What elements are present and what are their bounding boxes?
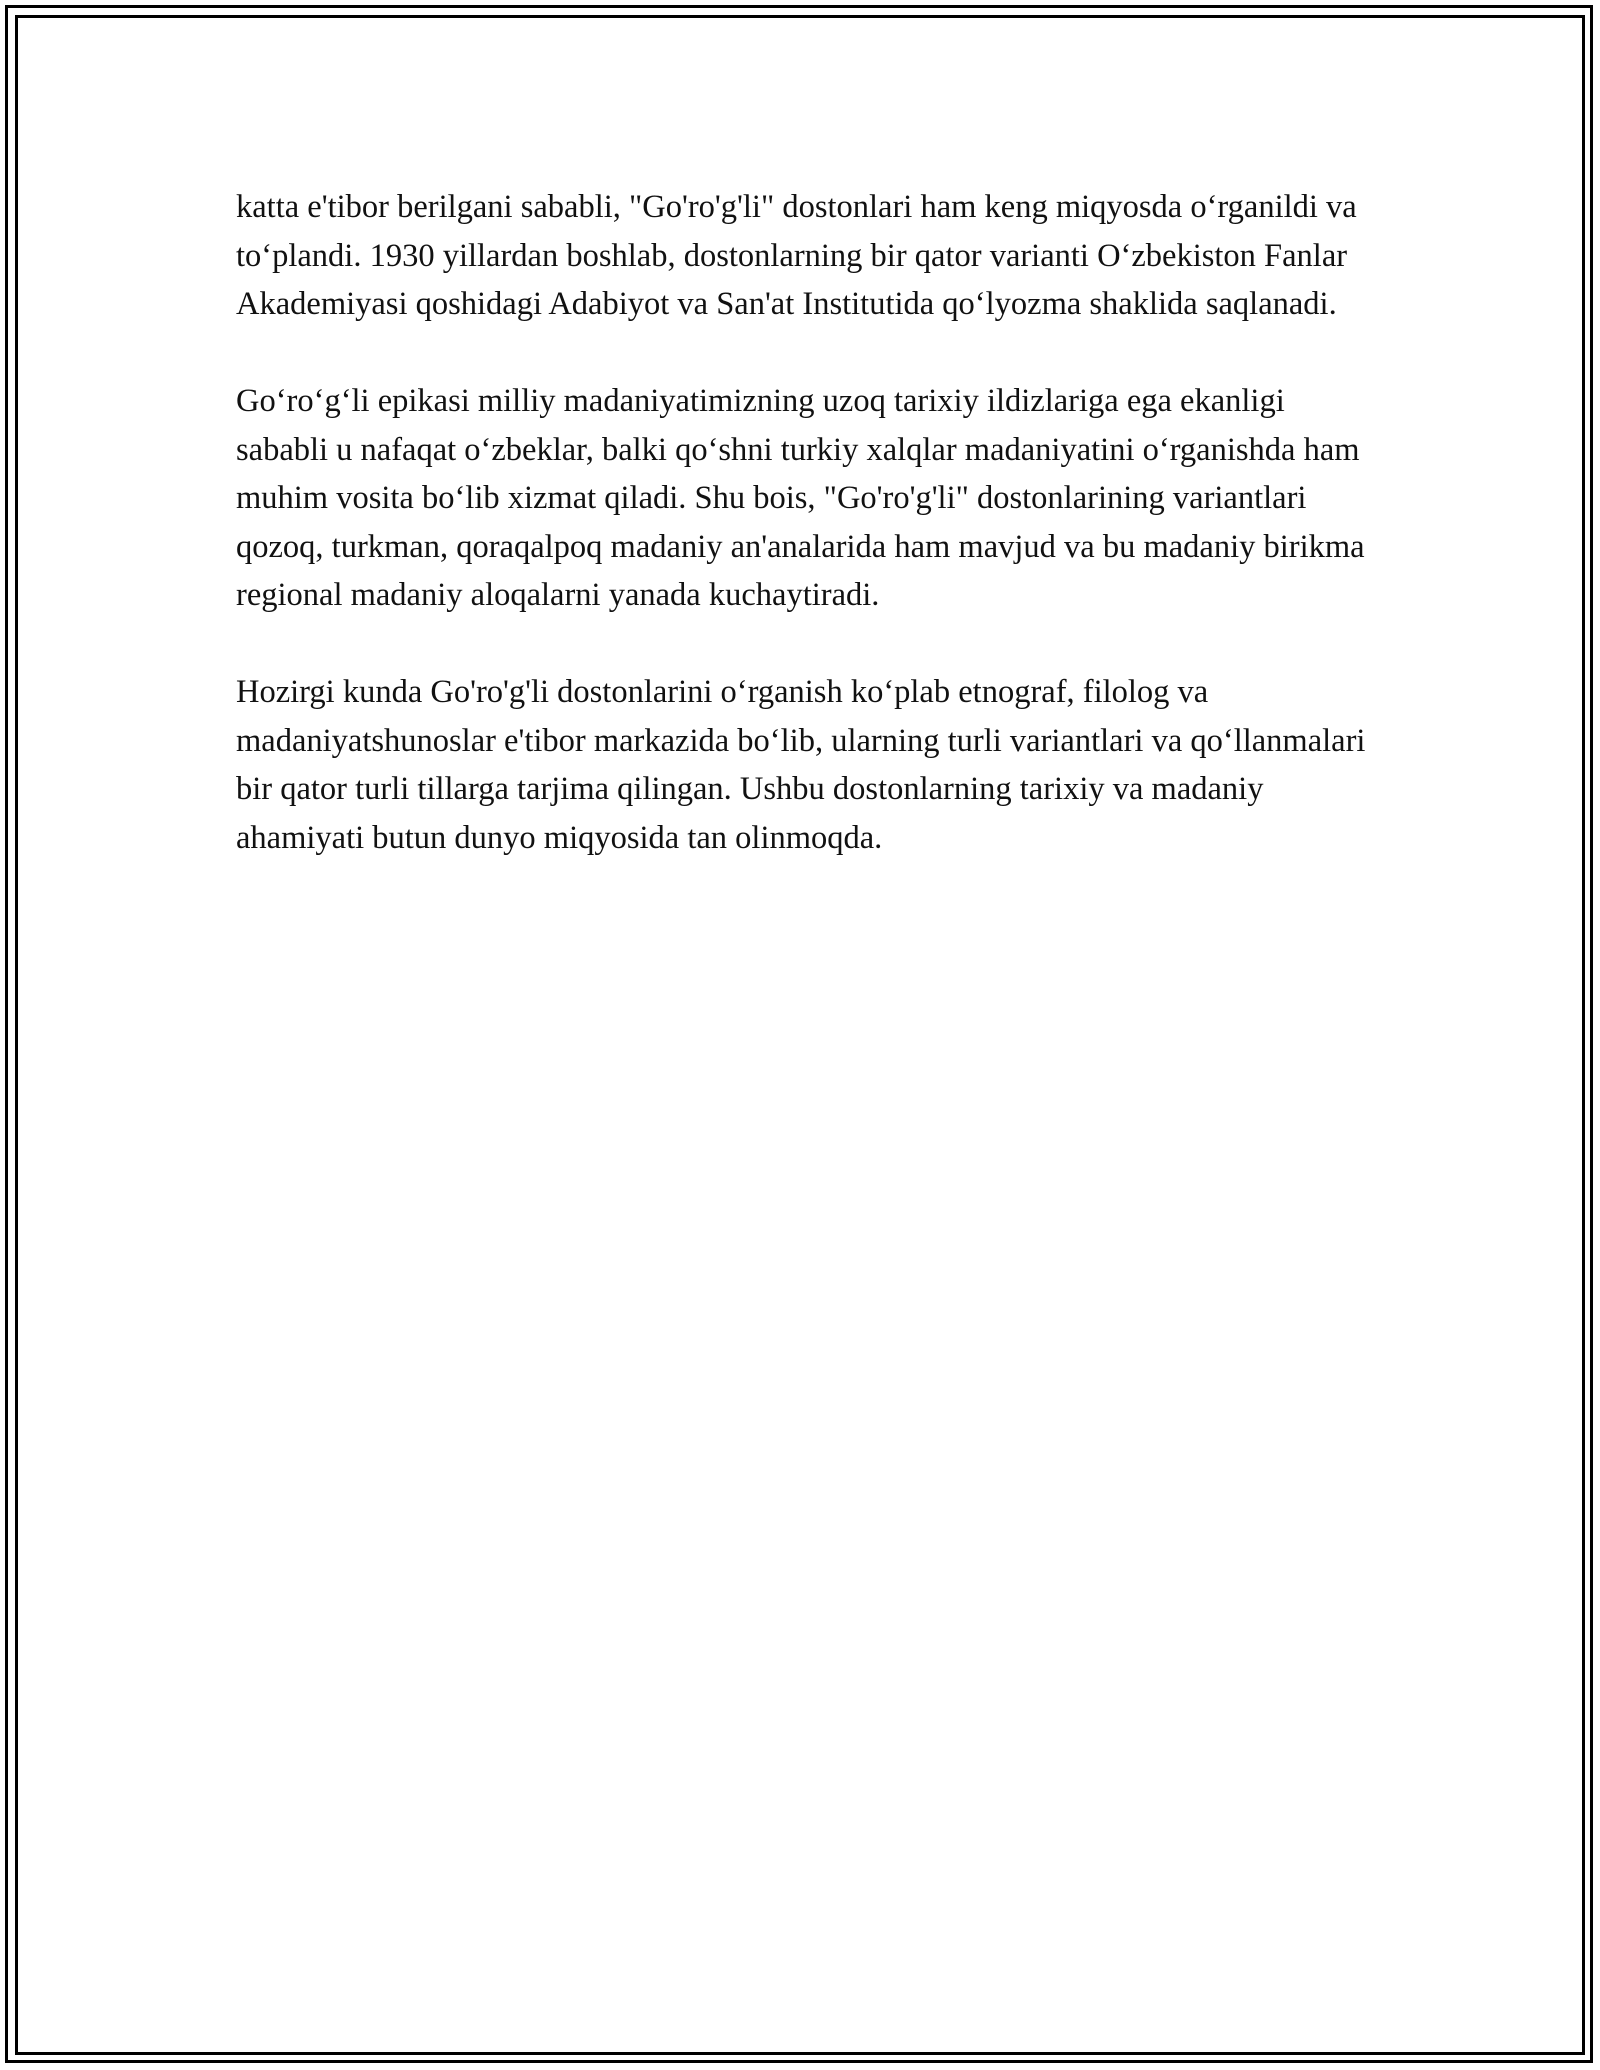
paragraph-1: katta e'tibor berilgani sababli, "Go'ro'g'li" dostonlari ham keng miqyosda o‘rganildi va to‘plandi. 1930 yillardan boshlab, dostonlarning bir qator varianti O‘zbekiston Fanlar Akademiyasi qoshidagi Adabiyot va San'at Institutida qo‘lyozma shaklida saqlanadi. [236, 189, 1357, 322]
paragraph-3: Hozirgi kunda Go'ro'g'li dostonlarini o‘rganish ko‘plab etnograf, filolog va madaniyatshunoslar e'tibor markazida bo‘lib, ularning turli variantlari va qo‘llanmalari bir qator turli tillarga tarjima qilingan. Ushbu dostonlarning tarixiy va madaniy ahamiyati butun dunyo miqyosida tan olinmoqda. [236, 674, 1366, 856]
paragraph-2: Go‘ro‘g‘li epikasi milliy madaniyatimizning uzoq tarixiy ildizlariga ega ekanligi sababli u nafaqat o‘zbeklar, balki qo‘shni turkiy xalqlar madaniyatini o‘rganishda ham muhim vosita bo‘lib xizmat qiladi. Shu bois, "Go'ro'g'li" dostonlarining variantlari qozoq, turkman, qoraqalpoq madaniy an'analarida ham mavjud va bu madaniy birikma regional madaniy aloqalarni yanada kuchaytiradi. [236, 383, 1365, 613]
document-body [236, 183, 1376, 911]
